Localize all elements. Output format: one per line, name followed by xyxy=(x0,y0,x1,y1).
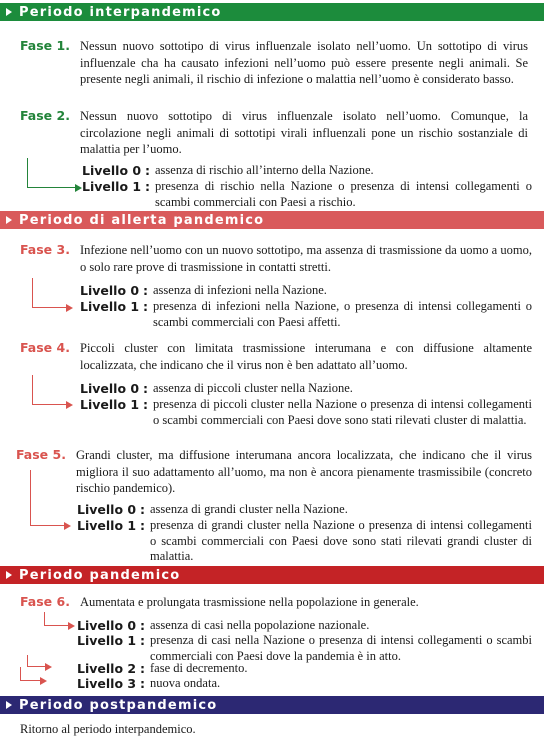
arrow-icon xyxy=(32,278,66,308)
triangle-icon xyxy=(6,216,12,224)
period-banner-alert xyxy=(0,211,544,229)
arrow-icon xyxy=(32,375,66,405)
level-row: Livello 1 : presenza di rischio nella Nazione o presenza di intensi collegamenti o scambi commerciali con Paesi a rischio. xyxy=(82,179,532,209)
postpandemic-text xyxy=(20,721,520,738)
level-label: Livello 1 xyxy=(77,518,137,533)
level-text: fase di decremento. xyxy=(150,661,248,675)
phase-text: Infezione nell’uomo con un nuovo sottotipo, ma assenza di trasmissione da uomo a uomo, o solo rare prove di trasmissione in contatti stretti. xyxy=(80,243,532,274)
period-title: Periodo di allerta pandemico xyxy=(19,212,265,228)
arrow-icon xyxy=(30,470,64,526)
phase-6 xyxy=(20,594,532,611)
level-text: presenza di casi nella Nazione o presenza di intensi collegamenti o scambi commerciali con Paesi dove la pandemia è in atto. xyxy=(150,633,532,663)
level-row: Livello 1 : presenza di casi nella Nazione o presenza di intensi collegamenti o scambi commerciali con Paesi dove la pandemia è in atto. xyxy=(77,633,532,663)
level-text: presenza di grandi cluster nella Nazione o presenza di intensi collegamenti o scambi commerciali con Paesi dove sono stati rilevati grandi cluster di malattia. xyxy=(150,518,532,563)
phase-text: Nessun nuovo sottotipo di virus influenzale isolato nell’uomo. Comunque, la circolazione negli animali di sottotipi virali influenzali pone un rischio sostanziale di malattia per l’uomo. xyxy=(80,109,528,156)
phase-text: Nessun nuovo sottotipo di virus influenzale isolato nell’uomo. Un sottotipo di virus influenzale cha ha causato infezioni nell’uomo può essere presente negli animali. Se presente negli animali, il rischio di infezione o malattia nell’uomo è considerato basso. xyxy=(80,39,528,86)
phase-5 xyxy=(16,447,532,497)
arrow-icon xyxy=(27,158,75,188)
phase-label: Fase 1. xyxy=(20,38,70,53)
level-text: presenza di piccoli cluster nella Nazione o presenza di intensi collegamenti o scambi commerciali con Paesi dove sono stati rilevati cluster di malattia. xyxy=(153,397,532,427)
level-label: Livello 2 xyxy=(77,661,137,676)
level-row: Livello 0 : assenza di rischio all’interno della Nazione. xyxy=(82,163,532,179)
period-banner-pandemic xyxy=(0,566,544,584)
level-text: nuova ondata. xyxy=(150,676,221,690)
level-label: Livello 1 xyxy=(80,397,140,412)
arrow-icon xyxy=(27,655,45,667)
level-text: assenza di casi nella popolazione nazionale. xyxy=(150,618,370,632)
level-row: Livello 1 : presenza di infezioni nella Nazione, o presenza di intensi collegamenti o scambi commerciali con Paesi affetti. xyxy=(80,299,532,329)
level-label: Livello 0 xyxy=(82,163,142,178)
level-label: Livello 1 xyxy=(82,179,142,194)
level-text: assenza di infezioni nella Nazione. xyxy=(153,283,327,297)
level-row: Livello 1 : presenza di piccoli cluster nella Nazione o presenza di intensi collegamenti o scambi commerciali con Paesi dove sono stati rilevati cluster di malattia. xyxy=(80,397,532,427)
level-text: assenza di rischio all’interno della Nazione. xyxy=(155,163,374,177)
level-row: Livello 1 : presenza di grandi cluster nella Nazione o presenza di intensi collegamenti o scambi commerciali con Paesi dove sono stati rilevati grandi cluster di malattia. xyxy=(77,518,532,563)
phase-text: Piccoli cluster con limitata trasmissione interumana e con diffusione altamente localizzata, che indicano che il virus non è ben adattato all’uomo. xyxy=(80,341,532,372)
level-label: Livello 1 xyxy=(77,633,137,648)
triangle-icon xyxy=(6,8,12,16)
level-text: presenza di infezioni nella Nazione, o presenza di intensi collegamenti o scambi commerciali con Paesi affetti. xyxy=(153,299,532,329)
level-row: Livello 0 : assenza di casi nella popolazione nazionale. xyxy=(77,618,532,634)
phase-label: Fase 2. xyxy=(20,108,70,123)
triangle-icon xyxy=(6,701,12,709)
triangle-icon xyxy=(6,571,12,579)
phase-label: Fase 3. xyxy=(20,242,70,257)
level-label: Livello 0 xyxy=(80,381,140,396)
level-label: Livello 0 xyxy=(77,618,137,633)
arrow-icon xyxy=(20,667,40,681)
phase-1 xyxy=(20,38,528,88)
phase-2 xyxy=(20,108,528,158)
period-banner-interpandemic xyxy=(0,3,544,21)
phase-label: Fase 5. xyxy=(16,447,66,462)
level-text: assenza di piccoli cluster nella Nazione. xyxy=(153,381,353,395)
level-row: Livello 2 : fase di decremento. xyxy=(77,661,532,677)
phase-label: Fase 6. xyxy=(20,594,70,609)
level-label: Livello 3 xyxy=(77,676,137,691)
level-row: Livello 3 : nuova ondata. xyxy=(77,676,532,692)
phase-label: Fase 4. xyxy=(20,340,70,355)
phase-3 xyxy=(20,242,532,275)
level-row: Livello 0 : assenza di infezioni nella Nazione. xyxy=(80,283,532,299)
period-title: Periodo postpandemico xyxy=(19,697,218,713)
period-title: Periodo interpandemico xyxy=(19,4,222,20)
arrow-icon xyxy=(44,612,68,626)
period-title: Periodo pandemico xyxy=(19,567,181,583)
phase-text: Grandi cluster, ma diffusione interumana ancora localizzata, che indicano che il virus migliora il suo adattamento all’uomo, ma non è ancora pienamente trasmissibile (concreto rischio pandemico). xyxy=(76,448,532,495)
level-label: Livello 1 xyxy=(80,299,140,314)
phase-4 xyxy=(20,340,532,373)
level-row: Livello 0 : assenza di grandi cluster nella Nazione. xyxy=(77,502,532,518)
level-label: Livello 0 xyxy=(77,502,137,517)
level-row: Livello 0 : assenza di piccoli cluster nella Nazione. xyxy=(80,381,532,397)
level-label: Livello 0 xyxy=(80,283,140,298)
level-text: assenza di grandi cluster nella Nazione. xyxy=(150,502,348,516)
period-banner-postpandemic xyxy=(0,696,544,714)
level-text: presenza di rischio nella Nazione o presenza di intensi collegamenti o scambi commerciali con Paesi a rischio. xyxy=(155,179,532,209)
postpandemic-line: Ritorno al periodo interpandemico. xyxy=(20,722,196,736)
phase-text: Aumentata e prolungata trasmissione nella popolazione in generale. xyxy=(80,595,419,609)
